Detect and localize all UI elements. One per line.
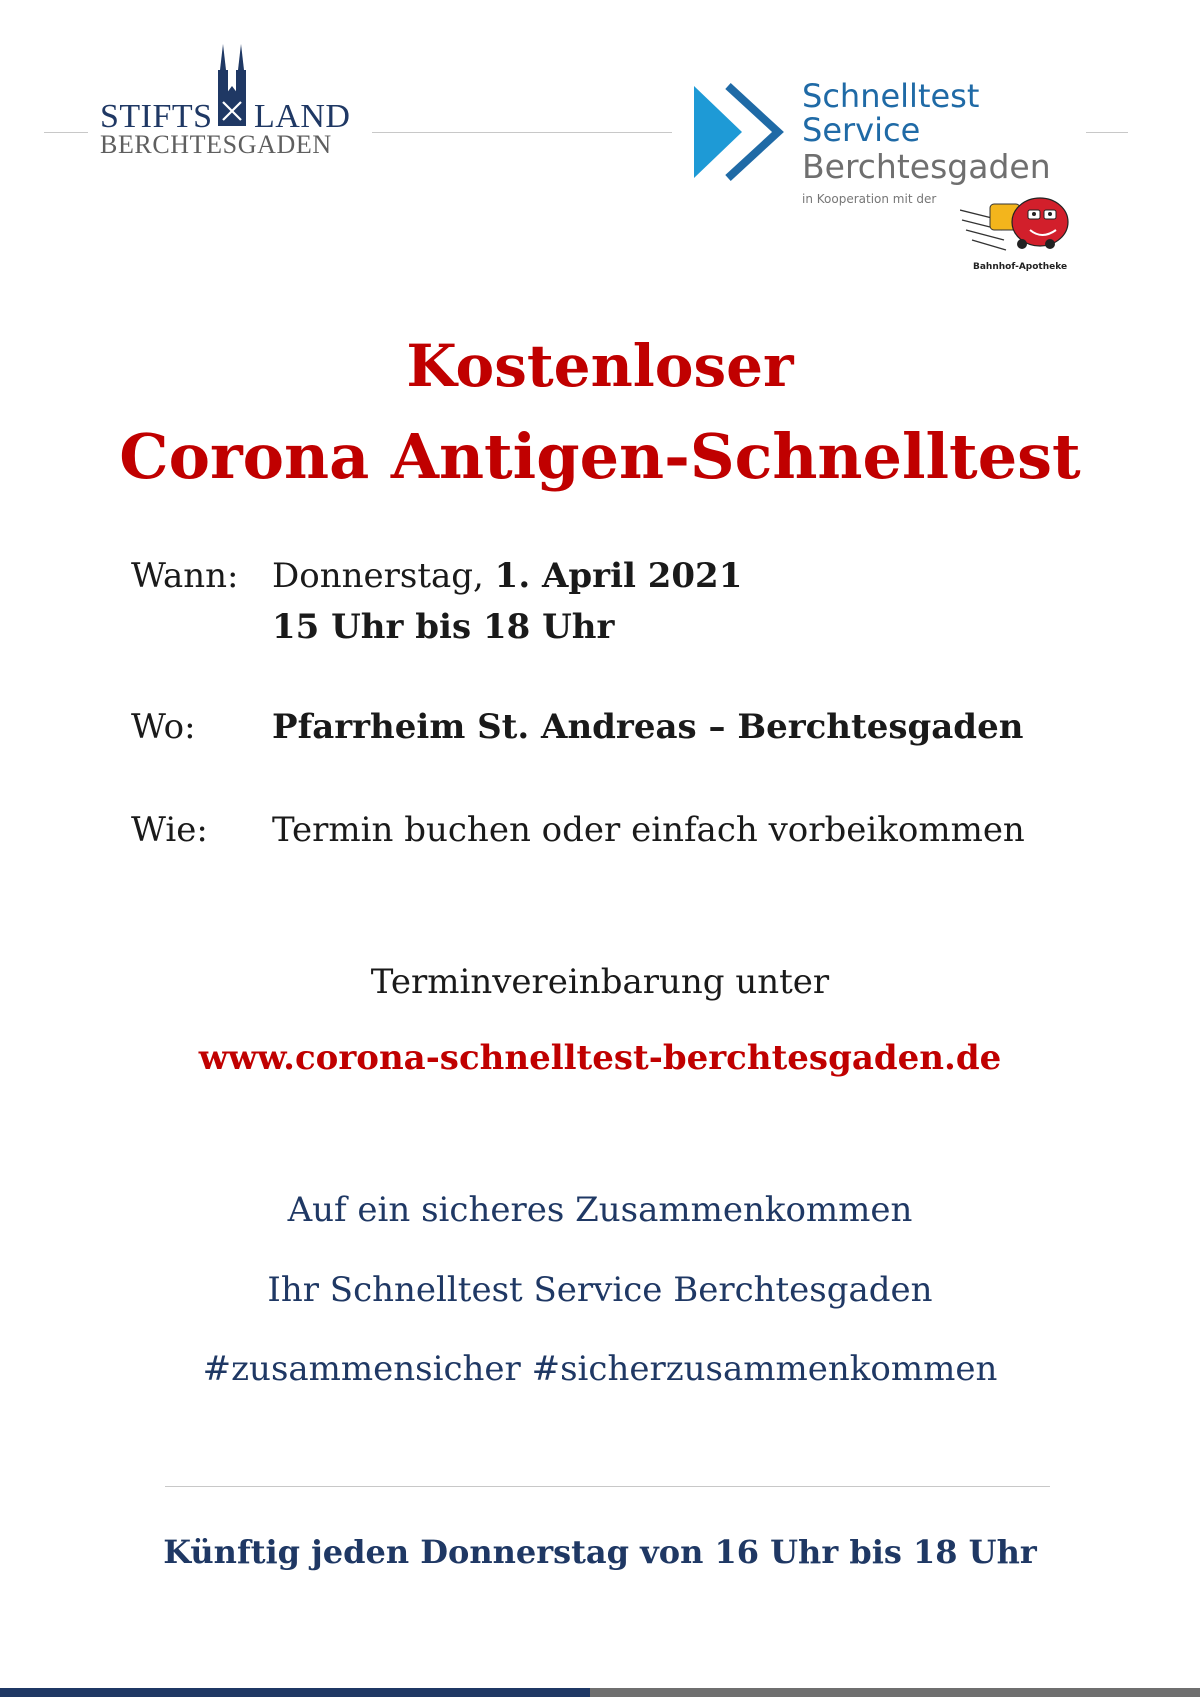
header-rule-left [44,132,88,133]
bottom-bar-gray [590,1688,1200,1697]
where-value: Pfarrheim St. Andreas – Berchtesgaden [272,707,1024,747]
when-date [272,556,742,596]
footer-rule [165,1486,1050,1487]
booking-url-link[interactable]: www.corona-schnelltest-berchtesgaden.de [198,1038,1002,1078]
header-rule-right [1086,132,1128,133]
where-label: Wo: [131,707,196,747]
play-icon [690,82,790,182]
title-line1: Kostenloser [406,332,794,400]
when-weekday: Donnerstag, [272,556,495,596]
closing-line1: Auf ein sicheres Zusammenkommen [287,1190,913,1230]
schnelltest-logo-line1: Schnelltest [802,77,980,115]
bottom-bar-navy [0,1688,590,1697]
pharmacy-name: Bahnhof-Apotheke [973,262,1068,272]
how-value: Termin buchen oder einfach vorbeikommen [272,810,1025,850]
booking-text: Terminvereinbarung unter [370,962,830,1002]
train-icon [960,180,1070,260]
church-icon [214,44,250,126]
footer-text: Künftig jeden Donnerstag von 16 Uhr bis 18 Uhr [163,1533,1037,1571]
how-label: Wie: [131,810,208,850]
when-label: Wann: [131,556,239,596]
hashtags: #zusammensicher #sicherzusammenkommen [202,1349,998,1389]
stiftsland-logo-text-b: LAND [254,98,351,135]
when-time: 15 Uhr bis 18 Uhr [272,607,615,647]
schnelltest-service-logo [690,78,1090,278]
stiftsland-logo-text-a: STIFTS [100,98,213,135]
schnelltest-logo-line3: Berchtesgaden [802,147,1051,186]
schnelltest-logo-line2: Service [802,111,921,149]
header-rule-middle [372,132,672,133]
stiftsland-logo [96,44,366,164]
cooperation-note: in Kooperation mit der [802,192,937,206]
closing-line2: Ihr Schnelltest Service Berchtesgaden [267,1270,933,1310]
stiftsland-logo-subtitle: BERCHTESGADEN [100,130,332,159]
title-line2: Corona Antigen-Schnelltest [119,420,1081,493]
when-date-value: 1. April 2021 [494,556,743,596]
